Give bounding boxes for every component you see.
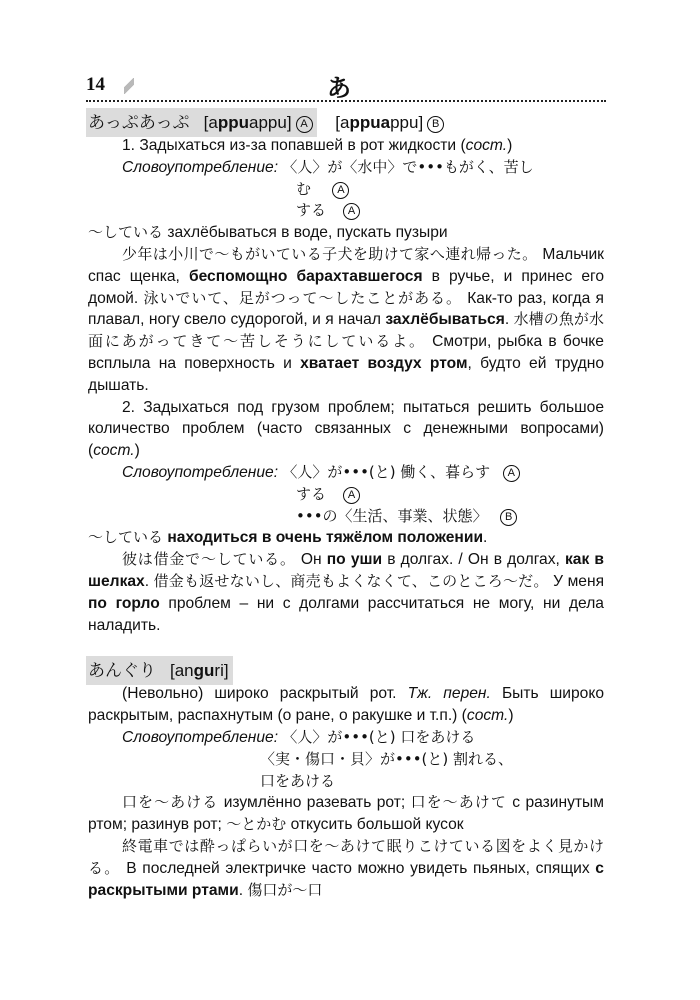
romanization-2: [appuappu] (335, 113, 424, 132)
entry-anguri-headline (88, 656, 604, 683)
usage-line: Словоупотребление: 〈人〉が〈水中〉で•••もがく、苦し (122, 157, 534, 176)
definition: (Невольно) широко раскрытый рот. Тж. перен. Быть широко раскрытым, распахнутым (о ране, о ракушке и т.п.) (сост.) (88, 685, 604, 725)
example: 〜している захлёбываться в воде, пускать пузыри (88, 223, 448, 242)
headword-highlight (86, 108, 317, 137)
usage-label: Словоупотребление: (122, 158, 279, 176)
example: 終電車では酔っぱらいが口を〜あけて眠りこけている図をよく見かける。 В последней электричке часто можно увидеть пьяных, спящих с раскрытыми ртами. 傷口が〜口 (88, 836, 604, 899)
dictionary-page (88, 108, 604, 901)
example: 〜している находиться в очень тяжёлом положении. (88, 528, 488, 547)
decorative-slash (124, 78, 134, 94)
page-header (86, 74, 606, 100)
usage-line: する A (88, 484, 604, 506)
entry-appuappu-headline (88, 108, 604, 135)
example: 少年は小川で〜もがいている子犬を助けて家へ連れ帰った。 Мальчик спас щенка, беспомощно барахтавшегося в ручье, и принес его домой. 泳いでいて、足がつって〜したことがある。 Как-то раз, когда я плавал, ногу свело судорогой, и я начал захлёбываться. 水槽の魚が水面にあがってきて〜苦しそうにしているよ。 Смотри, рыбка в бочке всплыла на поверхность и хватает воздух ртом, будто ей трудно дышать. (88, 244, 605, 394)
headword-highlight (86, 656, 233, 685)
usage-label: Словоупотребление: (122, 728, 279, 746)
sense-1-definition: 1. Задыхаться из-за попавшей в рот жидкости (сост.) (122, 137, 513, 154)
example: 彼は借金で〜している。 Он по уши в долгах. / Он в долгах, как в шелках. 借金も返せないし、商売もよくなくて、このところ〜だ。 У меня по горло проблем – ни с долгами рассчитаться не могу, ни дела наладить. (88, 550, 605, 634)
page-number: 14 (86, 74, 105, 95)
headword: あんぐり (88, 661, 156, 682)
circled-mark: A (296, 116, 313, 133)
entry-gap (88, 636, 604, 656)
sense-2-definition: 2. Задыхаться под грузом проблем; пытаться решить большое количество проблем (часто связанных с денежными вопросами) (сост.) (88, 398, 604, 460)
romanization-1: [appuappu] (203, 113, 292, 132)
usage-line: Словоупотребление: 〈人〉が•••(と) 口をあける (122, 727, 476, 746)
dotted-divider (86, 100, 606, 102)
headword: あっぷあっぷ (88, 113, 190, 133)
usage-line: する A (88, 200, 604, 222)
usage-line: 〈実・傷口・貝〉が•••(と) 割れる、 (260, 749, 514, 768)
usage-line: •••の〈生活、事業、状態〉 B (88, 506, 604, 528)
usage-line: む A (88, 179, 604, 201)
usage-line: Словоупотребление: 〈人〉が•••(と) 働く、暮らす A (122, 462, 604, 484)
romanization: [anguri] (170, 661, 229, 681)
usage-line: 口をあける (260, 771, 336, 790)
circled-mark: B (427, 116, 444, 133)
example: 口を〜あける изумлённо разевать рот; 口を〜あけて с разинутым ртом; разинув рот; 〜とかむ откусить большой кусок (88, 793, 604, 834)
section-kana: あ (327, 73, 351, 102)
usage-label: Словоупотребление: (122, 463, 279, 481)
